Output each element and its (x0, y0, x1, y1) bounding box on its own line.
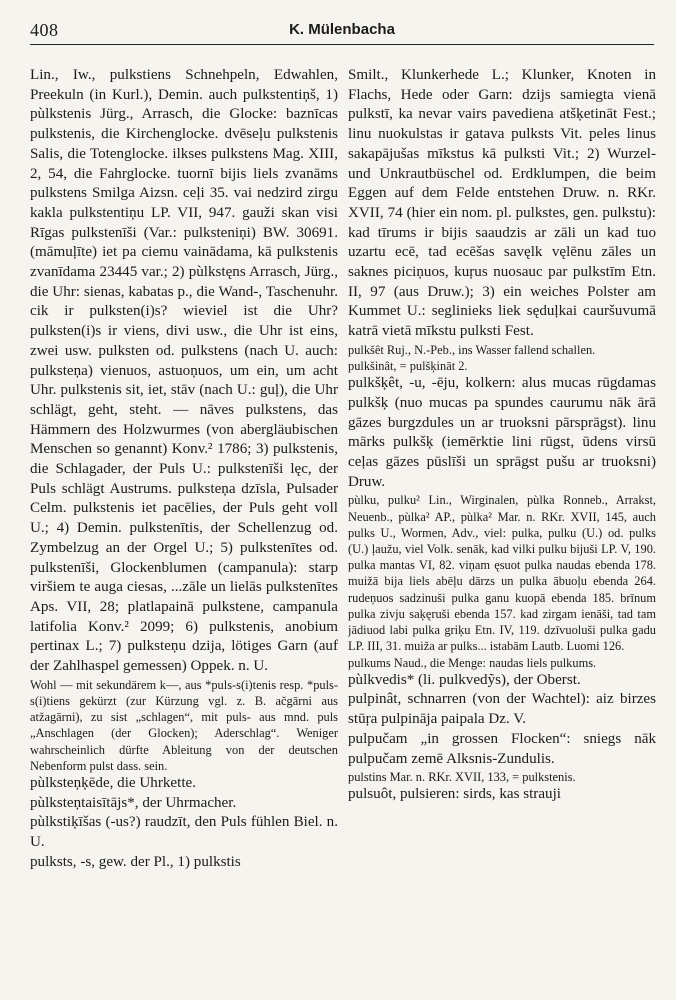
entry-pulkstikisas: pùlkstiķīšas (-us?) raudzīt, den Puls fühlen Biel. n. U. (30, 814, 338, 851)
entry-pulku: pùlku, pulku² Lin., Wirginalen, pùlka Ronneb., Arrakst, Neuenb., pùlka² AP., pùlka² Mar. n. RKr. XVII, 145, auch pulks U., Wormen, Adv., viel: pulka, pulku (U.) od. pulks (U.) ļaužu, viel Volk. senāk, kad vilki pulku bijuši LP. V, 190. pulka mantas VI, 82. viņam ęsuot pulka naudas ebenda 178. muižā bija liels abēļu dārzs un pulka ābuoļu ebenda 264. rudeņuos sadzinuši pulka ganu kuopā ebenda 185. brīnum pulka zivju saķęruši ebenda 157. kad zirgam ienāši, tad tam jādiuod labi pulka griķu Etn. IV, 119. dzīvuoluši pulka gadu LP. III, 31. muiža ar pulks... istabām Lautb. Luomi 126. (348, 493, 656, 654)
entry-pulpucam: pulpučam „in grossen Flocken“: sniegs nāk pulpučam zemē Alksnis-Zundulis. (348, 730, 656, 767)
page-number: 408 (30, 20, 59, 40)
right-column (348, 66, 656, 992)
entry-pulkvedis: pùlkvedis* (li. pulkvedỹs), der Oberst. (348, 671, 581, 688)
entry-pulkstentaisitajs: pùlksteņtaisītājs*, der Uhrmacher. (30, 794, 237, 811)
entry-pulksket: pulkšêt Ruj., N.-Peb., ins Wasser fallend schallen. (348, 342, 596, 357)
entry-pulksts-continued: Smilt., Klunkerhede L.; Klunker, Knoten in Flachs, Hede oder Garn: dzijs samiegta vienā pulkstī, ka nevar vairs pavediena atšķetināt Fest.; linu nuokulstas ir gatava pulksts Vit. peles linus sakapājušas mīkstus kā pulksti Vit.; 2) Wurzel- und Unkrautbüschel od. Erdklumpen, die beim Eggen auf dem Felde entstehen Druw. n. RKr. XVII, 74 (hier ein nom. pl. pulkstes, gen. pulkstu): kad tīrums ir bijis saaudzis ar zāli un kad tuo uzartu ecē, tad ecēšas savęlk vęlēnu zāles un saknes piciņuos, kuŗus nuosauc par pulkstīm Etn. II, 97 (aus Druw.); 3) ein weiches Polster am Kummet U.: seglinieks liek sęduļkai cauršuvumā katrā vietā mīkstu pulksti Fest. (348, 67, 656, 340)
entry-pulksts: pulksts, -s, gew. der Pl., 1) pulkstis (30, 853, 241, 870)
entry-pulpinat: pulpinât, schnarren (von der Wachtel): aiz birzes stūŗa pulpināja paipala Dz. V. (348, 691, 656, 728)
page-header (30, 18, 654, 45)
entry-pulkstenkede: pùlksteņķēde, die Uhrkette. (30, 775, 196, 792)
entry-pulkskst: pulkšķêt, -u, -ēju, kolkern: alus mucas rūgdamas pulkšķ (nuo mucas pa spundes caurumu nāk ārā gāzes burgzdules un ar truoksni pārsprāgst). linu mārks pulkšķ (iemērktie lini rūgst, ūdens virsū ceļas gāzes pūslīši un sprāgst pušu ar truoksni) Druw. (348, 375, 656, 490)
entry-pulstins: pulstins Mar. n. RKr. XVII, 133, = pulkstenis. (348, 770, 576, 785)
entry-pulsuot: pulsuôt, pulsieren: sirds, kas strauji (348, 786, 561, 803)
running-title: K. Mülenbacha (289, 21, 395, 38)
etymology-note: Wohl — mit sekundärem k—, aus *puls-s(i)tenis resp. *puls-s(i)tiens gekürzt (zur Kürzung vgl. z. B. ačgārni aus atžagārni), zu sist „schlagen“, mit puls- aus mnd. puls „Anschlagen (der Glocken); Aderschlag“. Weniger wahrscheinlich dürfte Ableitung von der deutschen Nebenform pulst dass. sein. (30, 677, 338, 773)
left-column (30, 66, 338, 992)
entry-pulkums: pulkums Naud., die Menge: naudas liels pulkums. (348, 655, 597, 670)
entry-pulkstenis-senses: Lin., Iw., pulkstiens Schnehpeln, Edwahlen, Preekuln (in Kurl.), Demin. auch pulkstentiņš, 1) pùlkstenis Jürg., Arrasch, die Glocke: baznīcas pulkstenis, die Kirchenglocke. dvēseļu pulkstenis Salis, die Totenglocke. ilkses pulkstens Mag. XIII, 2, 54, die Fahrglocke. tuornī bijis liels zvanāms pulkstens Smilga Aizsn. ceļi 35. vai nedzird zirgu kakla pulkstentiņu LP. VII, 947. gauži skan visi Rīgas pulkstenīši (Var.: pulksteniņi) BW. 30691. (māmuļīte) iet pa ciemu vainādama, kā pulkstenis zvanīdama 23445 var.; 2) pùlkstęns Arrasch, Jürg., die Uhr: sienas, kabatas p., die Wand-, Taschenuhr. cik ir pulksten(i)s? wieviel ist die Uhr? pulksten(i)s ir viens, divi usw., die Uhr ist eins, zwei usw. pulksten od. pulkstens (nach U. auch: pulksteņa) vienuos, astuoņuos, um ein, um acht Uhr. pulkstenis sit, iet, stāv (nach U.: guļ), die Uhr schlägt, geht, steht. — nāves pulkstens, das Hämmern des Holzwurmes (von abergläubischen Menschen so genannt) Konv.² 1786; 3) pulkstenis, die Schlagader, der Puls U.: pulkstenīši lęc, der Puls schlägt Austrums. pulksteņa dzīsla, Pulsader Celm. pulkstenis iet pacēlies, der Puls geht voll U.; 4) Demin. pulkstenītis, der Schellenzug od. Zymbelzug an der Orgel U.; 5) pulkstenītes od. pulkstenīši, Glockenblumen (campanula): starp viršiem te auga ciesas, ...zāle un lielās pulkstenītes Aps. VII, 28; platlapainā pulkstene, campanula latifolia Konv.² 2099; 6) pulkstenis, anobium pertinax L.; 7) pulksteņu dzija, lötiges Garn (auf der Zahlhaspel gemessen) Oppek. n. U. (30, 67, 338, 675)
entry-pulksinat: pulkšinât, = pulšķināt 2. (348, 359, 468, 374)
